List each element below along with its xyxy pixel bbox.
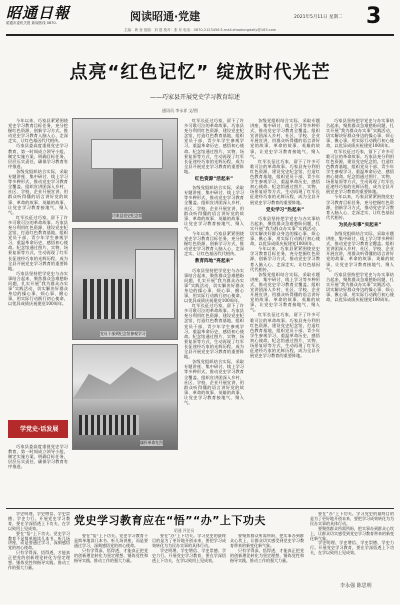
logo-subtitle: 昭通市委机关报 新闻热线 0870-: [6, 21, 57, 25]
paragraph: 要聚焦群众所需所盼，把实事办到群众心坎上，让群众切实感受到党史学习教育带来的新变化新气象。: [310, 525, 394, 541]
paragraph: 今年以来，巧家县紧紧围绕党史学习教育目标任务，充分挖掘红色资源，创新学习方式，推动党史学习教育入脑入心、走深走实，让红色基因代代相传。: [8, 118, 68, 144]
commentary-column-3: [152, 534, 226, 598]
paragraph: 巧家县委高度重视党史学习教育，第一时间成立领导小组，制定实施方案，明确目标任务，层层压实责任，确保学习教育有序推进。: [8, 444, 68, 470]
article-headline: 点亮“红色记忆” 绽放时代光芒: [69, 62, 331, 83]
logo-name: 昭通日報: [6, 4, 71, 22]
paragraph: 红军长征过巧家，留下了许多可歌可泣的革命故事。巧家县充分利用红色资源，建设党史纪念馆，打造红色教育基地，组织党员干部、青少年学生参观学习，重温革命历史，感悟初心使命。纪念馆通过图片、实物、场景复原等方式，生动再现了红军长征途经巧家的光辉历程，成为全县开展党史学习教育的重要阵地。: [326, 148, 394, 195]
photo-exhibit-stand: [113, 169, 141, 199]
paragraph: 要在“办”上下功夫。学习党史的最终目的是为了更好地开创未来，要把学习成效转化为为民办实事的具体行动。: [152, 534, 226, 548]
text-column-2: [184, 118, 244, 506]
paragraph: 只有学得深、悟得透，才能真正把党的创新理论转化为坚定理想、锤炼党性和指导实践、推动工作的强大力量。: [230, 547, 304, 563]
photo-memorial: [72, 344, 178, 450]
paragraph: 各级党组织结合实际，采取专题讲座、集中研讨、线上学习等多种形式，推动党史学习教育全覆盖。组织宣讲团深入乡村、社区、学校、企业开展宣讲，用群众听得懂的语言讲好党的故事、革命的故事、英雄的故事，让党史学习教育接地气、聚人气。: [250, 271, 320, 313]
paragraph: 要在“悟”上下功夫。党史学习教育不是简单地读几本书、听几场讲座，而是要通过学习，深刻感悟党的初心使命。: [74, 534, 148, 548]
paragraph: 今年以来，巧家县紧紧围绕党史学习教育目标任务，充分挖掘红色资源，创新学习方式，推动党史学习教育入脑入心、走深走实，让红色基因代代相传。: [250, 246, 320, 272]
paragraph: 各级党组织结合实际，采取专题讲座、集中研讨、线上学习等多种形式，推动党史学习教育全覆盖。组织宣讲团深入乡村、社区、学校、企业开展宣讲，用群众听得懂的语言讲好党的故事、革命的故事、英雄的故事，让党史学习教育接地气、聚人气。: [184, 185, 244, 231]
paragraph: 红军长征过巧家，留下了许多可歌可泣的革命故事。巧家县充分利用红色资源，建设党史纪念馆，打造红色教育基地，组织党员干部、青少年学生参观学习，重温革命历史，感悟初心使命。纪念馆通过图片、实物、场景复原等方式，生动再现了红军长征途经巧家的光辉历程，成为全县开展党史学习教育的重要阵地。: [250, 312, 320, 359]
column-badge: [8, 420, 68, 438]
paragraph: 巧家县坚持把学党史与办实事结合起来，聚焦群众急难愁盼问题，扎实开展“我为群众办实事”实践活动，切实解决好群众身边的操心事、烦心事、揪心事，用实际行动践行初心使命，以优异成绩庆祝建党100周年。: [326, 271, 394, 303]
photo-visitors: [72, 228, 178, 340]
paragraph: 巧家县坚持把学党史与办实事结合起来，聚焦群众急难愁盼问题，扎实开展“我为群众办实事”实践活动，切实解决好群众身边的操心事、烦心事、揪心事，用实际行动践行初心使命，以优异成绩庆祝建党100周年。: [184, 267, 244, 304]
paragraph: 只有学得深、悟得透，才能真正把党的创新理论转化为坚定理想、锤炼党性和指导实践、推动工作的强大力量。: [8, 550, 70, 570]
photo-museum: [72, 118, 178, 222]
paragraph: 巧家县坚持把学党史与办实事结合起来，聚焦群众急难愁盼问题，扎实开展“我为群众办实事”实践活动，切实解决好群众身边的操心事、烦心事、揪心事，用实际行动践行初心使命，以优异成绩庆祝建党100周年。: [250, 215, 320, 247]
newspaper-logo: [6, 6, 98, 30]
commentary-author: 昭通 评论员: [174, 528, 195, 533]
paragraph: 红军长征过巧家，留下了许多可歌可泣的革命故事。巧家县充分利用红色资源，建设党史纪念馆，打造红色教育基地，组织党员干部、青少年学生参观学习，重温革命历史，感悟初心使命。纪念馆通过图片、实物、场景复原等方式，生动再现了红军长征途经巧家的光辉历程，成为全县开展党史学习教育的重要阵地。: [184, 303, 244, 360]
paragraph: 今年以来，巧家县紧紧围绕党史学习教育目标任务，充分挖掘红色资源，创新学习方式，推动党史学习教育入脑入心、走深走实，让红色基因代代相传。: [326, 194, 394, 220]
masthead-divider: [6, 34, 394, 36]
paragraph: 各级党组织结合实际，采取专题讲座、集中研讨、线上学习等多种形式，推动党史学习教育全覆盖。组织宣讲团深入乡村、社区、学校、企业开展宣讲，用群众听得懂的语言讲好党的故事、革命的故事、英雄的故事，让党史学习教育接地气、聚人气。: [326, 230, 394, 272]
paragraph: 各级党组织结合实际，采取专题讲座、集中研讨、线上学习等多种形式，推动党史学习教育全覆盖。组织宣讲团深入乡村、社区、学校、企业开展宣讲，用群众听得懂的语言讲好党的故事、革命的故事、英雄的故事，让党史学习教育接地气、聚人气。: [8, 168, 68, 215]
paragraph: 要聚焦群众所需所盼，把实事办到群众心坎上，让群众切实感受到党史学习教育带来的新变化新气象。: [230, 534, 304, 548]
photo-mountains: [73, 363, 178, 399]
paragraph: 红军长征过巧家，留下了许多可歌可泣的革命故事。巧家县充分利用红色资源，建设党史纪念馆，打造红色教育基地，组织党员干部、青少年学生参观学习，重温革命历史，感悟初心使命。纪念馆通过图片、实物、场景复原等方式，生动再现了红军长征途经巧家的光辉历程，成为全县开展党史学习教育的重要阵地。: [184, 118, 244, 174]
paragraph: 巧家县坚持把学党史与办实事结合起来，聚焦群众急难愁盼问题，扎实开展“我为群众办实事”实践活动，切实解决好群众身边的操心事、烦心事、揪心事，用实际行动践行初心使命，以优异成绩庆祝建党100周年。: [326, 118, 394, 149]
paragraph: 要在“办”上下功夫。学习党史的最终目的是为了更好地开创未来，要把学习成效转化为为民办实事的具体行动。: [310, 512, 394, 526]
paragraph: 学史明理、学史增信、学史崇德、学史力行。开展党史学习教育，要在学深悟透上下功夫，在学以致用上见成效。: [8, 512, 70, 531]
article-byline: 通讯员 李永祥 文/图: [162, 108, 198, 113]
section-subtitle: 党史学习“热起来”: [265, 207, 305, 213]
photo-people: [83, 279, 133, 319]
text-column-1b: [8, 444, 68, 504]
photo-exhibit-wall: [91, 139, 163, 169]
paragraph: 要在“悟”上下功夫。党史学习教育不是简单地读几本书、听几场讲座，而是要通过学习，深刻感悟党的初心使命。: [8, 530, 70, 551]
badge-label: 学党史·话发展: [20, 426, 59, 433]
commentary-column-5: [310, 512, 394, 576]
commentary-column-4: [230, 534, 304, 598]
paragraph: 红军长征过巧家，留下了许多可歌可泣的革命故事。巧家县充分利用红色资源，建设党史纪念馆，打造红色教育基地，组织党员干部、青少年学生参观学习，重温革命历史，感悟初心使命。纪念馆通过图片、实物、场景复原等方式，生动再现了红军长征途经巧家的光辉历程，成为全县开展党史学习教育的重要阵地。: [250, 158, 320, 205]
section-title: 阅读昭通·党建: [130, 10, 201, 23]
article-subhead: ——巧家县开展党史学习教育综述: [150, 94, 241, 101]
photo-caption: 党员干部到纪念馆参观学习: [100, 331, 146, 336]
edit-line: 主编：黄 登 组版：刘 建 校对：张 东 电话：0870-2123456 E-mail:zhaotongdaily@163.com: [124, 28, 277, 32]
section-subtitle: 为民办实事“实起来”: [338, 222, 382, 228]
paragraph: 今年以来，巧家县紧紧围绕党史学习教育目标任务，充分挖掘红色资源，创新学习方式，推动党史学习教育入脑入心、走深走实，让红色基因代代相传。: [184, 230, 244, 257]
paragraph: 学史明理、学史增信、学史崇德、学史力行。开展党史学习教育，要在学深悟透上下功夫，在学以致用上见成效。: [152, 547, 226, 563]
paragraph: 红军长征过巧家，留下了许多可歌可泣的革命故事。巧家县充分利用红色资源，建设党史纪念馆，打造红色教育基地，组织党员干部、青少年学生参观学习，重温革命历史，感悟初心使命。纪念馆通过图片、实物、场景复原等方式，生动再现了红军长征途经巧家的光辉历程，成为全县开展党史学习教育的重要阵地。: [8, 214, 68, 271]
photo-exhibit-panel: [135, 249, 175, 319]
photo-caption: 巧家县党史纪念馆: [112, 213, 143, 218]
paragraph: 各级党组织结合实际，采取专题讲座、集中研讨、线上学习等多种形式，推动党史学习教育全覆盖。组织宣讲团深入乡村、社区、学校、企业开展宣讲，用群众听得懂的语言讲好党的故事、革命的故事、英雄的故事，让党史学习教育接地气、聚人气。: [184, 359, 244, 405]
paragraph: 巧家县坚持把学党史与办实事结合起来，聚焦群众急难愁盼问题，扎实开展“我为群众办实事”实践活动，切实解决好群众身边的操心事、烦心事、揪心事，用实际行动践行初心使命，以优异成绩庆祝建党100周年。: [8, 270, 68, 307]
section-subtitle: 红色资源“活起来”: [194, 177, 234, 183]
photo-caption: 缅怀革命先烈: [140, 440, 163, 445]
issue-date: 2021年5月11日 星期二: [294, 15, 343, 20]
text-column-3: [250, 118, 320, 506]
photo-crowd: [79, 415, 139, 435]
commentary-column-2: [74, 534, 148, 598]
paragraph: 巧家县委高度重视党史学习教育，第一时间成立领导小组，制定实施方案，明确目标任务，层层压实责任，确保学习教育有序推进。: [8, 143, 68, 169]
commentary-signature: 李永强 陈思明: [340, 583, 372, 589]
page-number: 3: [366, 4, 382, 29]
text-column-1: [8, 118, 68, 414]
text-column-4: [326, 118, 394, 506]
paragraph: 只有学得深、悟得透，才能真正把党的创新理论转化为坚定理想、锤炼党性和指导实践、推动工作的强大力量。: [74, 547, 148, 563]
commentary-column-1: [8, 512, 70, 598]
section-subtitle: 教育阵地“亮起来”: [194, 259, 234, 265]
paragraph: 学史明理、学史增信、学史崇德、学史力行。开展党史学习教育，要在学深悟透上下功夫，在学以致用上见成效。: [310, 540, 394, 556]
commentary-headline: 党史学习教育应在“悟”“办”上下功夫: [74, 514, 266, 527]
paragraph: 各级党组织结合实际，采取专题讲座、集中研讨、线上学习等多种形式，推动党史学习教育全覆盖。组织宣讲团深入乡村、社区、学校、企业开展宣讲，用群众听得懂的语言讲好党的故事、革命的故事、英雄的故事，让党史学习教育接地气、聚人气。: [250, 118, 320, 159]
